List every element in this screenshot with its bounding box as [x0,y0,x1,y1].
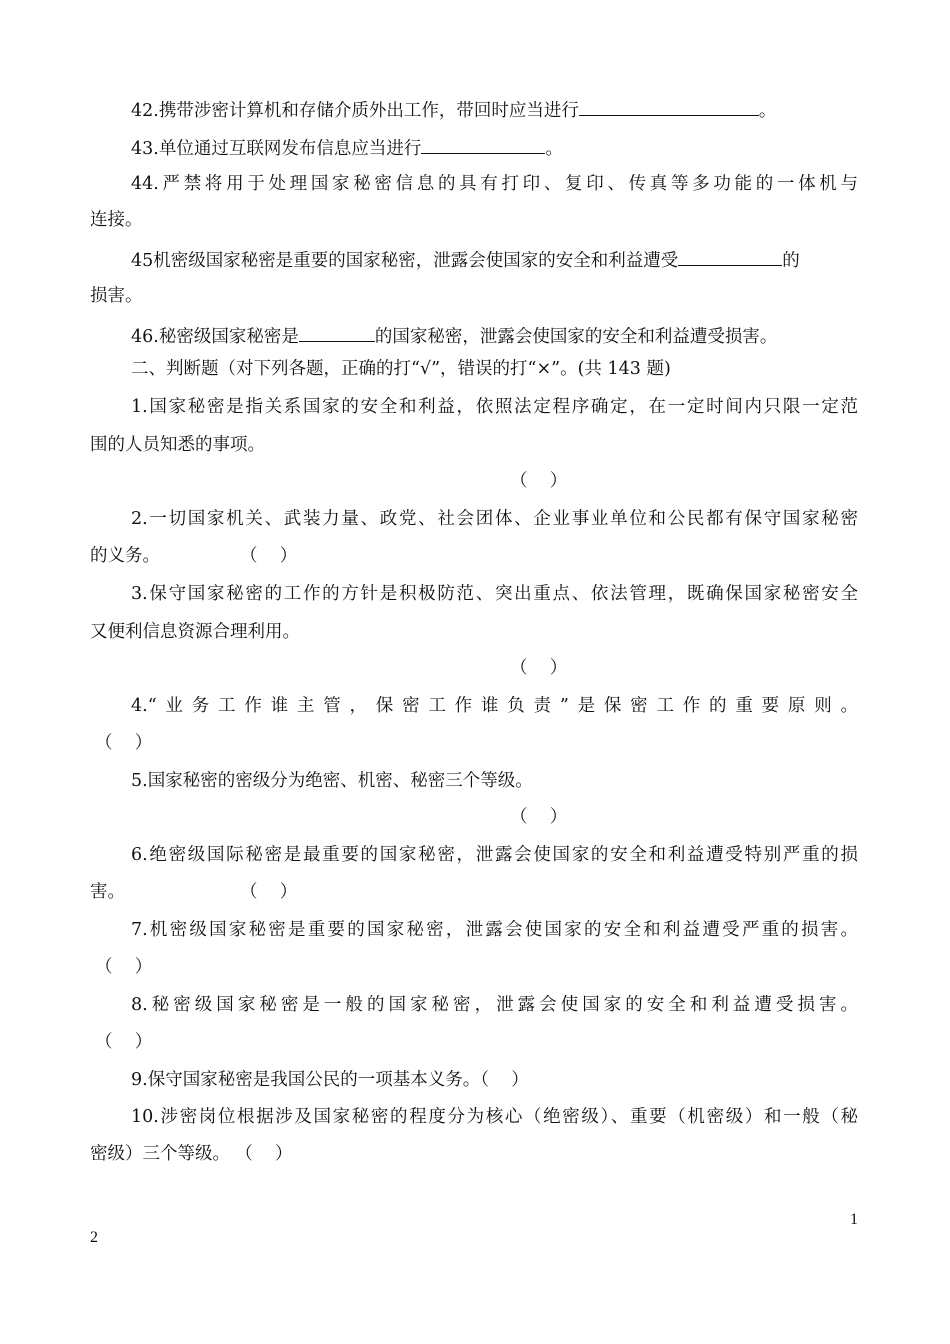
tf-10-line2: 密级）三个等级。 [90,1144,230,1164]
answer-blank [579,96,759,116]
question-45-text: 45机密级国家秘密是重要的国家秘密，泄露会使国家的安全和利益遭受 [131,251,679,271]
question-42-text: 42.携带涉密计算机和存储介质外出工作，带回时应当进行 [131,101,579,121]
answer-paren: （ ） [95,957,153,977]
answer-paren: （ ） [244,1144,293,1164]
answer-paren: （ ） [95,733,153,753]
tf-1-line2: 围的人员知悉的事项。 [90,435,265,455]
answer-paren: （ ） [510,807,568,827]
answer-paren: （ ） [95,1032,153,1052]
answer-paren: （ ） [480,1070,529,1090]
section-2-heading: 二、判断题（对下列各题，正确的打“√”，错误的打“×”。(共 143 题) [131,359,671,379]
answer-paren: （ ） [240,546,298,566]
tf-9-line1: 9.保守国家秘密是我国公民的一项基本义务。 [131,1070,481,1090]
question-43 [131,134,563,161]
tf-7-line1: 7.机密级国家秘密是重要的国家秘密，泄露会使国家的安全和利益遭受严重的损害。 [131,920,858,940]
question-42 [131,96,776,123]
page-number-left: 2 [90,1229,98,1246]
tf-6-line2: 害。 [90,882,125,902]
tf-5-line1: 5.国家秘密的密级分为绝密、机密、秘密三个等级。 [131,771,533,791]
question-46-text-a: 46.秘密级国家秘密是 [131,327,299,347]
answer-blank [299,322,375,342]
answer-paren: （ ） [510,658,568,678]
tf-2-line2: 的义务。 [90,546,160,566]
tf-8-line1: 8.秘密级国家秘密是一般的国家秘密，泄露会使国家的安全和利益遭受损害。 [131,995,858,1015]
question-43-end: 。 [545,139,563,159]
tf-2-line1: 2.一切国家机关、武装力量、政党、社会团体、企业事业单位和公民都有保守国家秘密 [131,509,858,529]
tf-9 [131,1068,529,1092]
question-46 [131,322,777,349]
answer-paren: （ ） [510,471,568,491]
tf-3-line1: 3.保守国家秘密的工作的方针是积极防范、突出重点、依法管理，既确保国家秘密安全 [131,584,858,604]
question-45-line2: 损害。 [90,286,143,306]
tf-10-line1: 10.涉密岗位根据涉及国家秘密的程度分为核心（绝密级）、重要（机密级）和一般（秘 [131,1107,858,1127]
question-43-text: 43.单位通过互联网发布信息应当进行 [131,139,422,159]
answer-paren: （ ） [240,882,298,902]
question-45-end: 的 [782,251,800,271]
answer-blank [678,246,782,266]
tf-4-line1: 4.“业务工作谁主管，保密工作谁负责”是保密工作的重要原则。 [131,696,858,716]
question-42-end: 。 [758,101,777,121]
tf-10 [90,1142,293,1166]
question-44-line1: 44.严禁将用于处理国家秘密信息的具有打印、复印、传真等多功能的一体机与 [131,174,858,194]
answer-blank [421,134,545,154]
question-45-line1 [131,246,858,273]
question-44-line2: 连接。 [90,210,143,230]
tf-3-line2: 又便利信息资源合理利用。 [90,622,300,642]
page-number-right: 1 [850,1211,858,1228]
tf-6-line1: 6.绝密级国际秘密是最重要的国家秘密，泄露会使国家的安全和利益遭受特别严重的损 [131,845,858,865]
tf-1-line1: 1.国家秘密是指关系国家的安全和利益，依照法定程序确定，在一定时间内只限一定范 [131,397,858,417]
question-46-text-b: 的国家秘密，泄露会使国家的安全和利益遭受损害。 [374,327,778,347]
